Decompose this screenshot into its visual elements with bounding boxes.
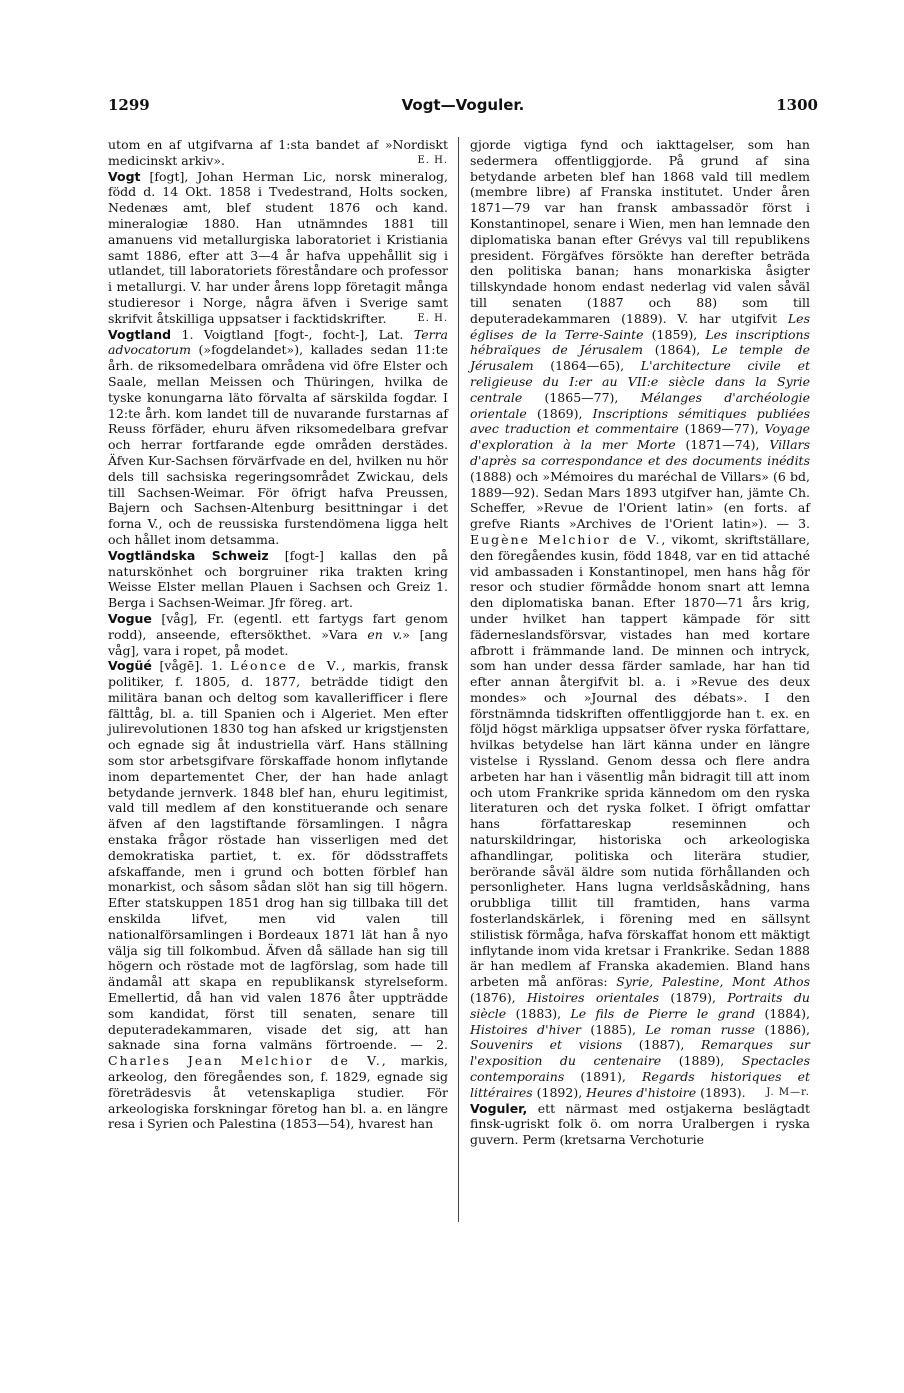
work-title: Les églises de la Terre-Sainte (470, 310, 810, 342)
entry-text: , markis, fransk politiker, f. 1805, d. 1877, beträdde tidigt den militära banan och deltog som kavallerifficer i flere fälttåg, bl. a. till Spanien och i Algeriet. Men efter julirevolutionen 1830 tog han afsked ur krigstjensten och egnade sig åt industriella värf. Hans ställning som stor arbetsgifvare förskaffade honom inflytande inom departementet Cher, der han hade anlagt betydande jernverk. 1848 blef han, ehuru legitimist, vald till medlem af den konstituerande och senare äfven af den lagstiftande församlingen. I några enstaka frågor röstade han visserligen med det demokratiska partiet, t. ex. för dödsstraffets afskaffande, men i grund och botten förblef han monarkist, och såsom sådan slöt han sig till högern. Efter statskuppen 1851 drog han sig tillbaka till det enskilda lifvet, men vid valen till nationalförsamlingen i Bordeaux 1871 lät han å nyo välja sig till folkombud. Äfven då sällade han sig till högern och röstade mot de lagförslag, som hade till ändamål att skapa en republikansk styrelseform. Emellertid, då han vid valen 1876 åter uppträdde som kandidat, först till senaten, senare till deputeradekammaren, visade det sig, att han saknade sina forna valmäns förtroende. — 2. (108, 658, 449, 1053)
text: (1876), (470, 990, 516, 1006)
text: (1893). (700, 1084, 746, 1100)
work-title: Portraits du siècle (470, 990, 810, 1021)
work-title: Le temple de Jérusalem (470, 342, 810, 374)
headword: Vogt (108, 168, 141, 184)
entry-vogue (108, 611, 448, 658)
person-name: Léonce de V. (230, 658, 342, 674)
entry-text: , vikomt, skriftställare, den föregåendes kusin, född 1848, var en tid attaché vid ambassaden i Konstantinopel, men hans håg för resor och studier förmådde honom snart att lemna den diplomatiska banan. Efter 1870—71 års krig, under hvilket han tappert kämpade för sitt fäderneslandsförsvar, vistades han med kortare afbrott i främmande land. De minnen och intryck, som han under dessa färder samlade, har han tid efter annan återgifvit bl. a. i »Revue des deux mondes» och »Journal des débats». I den förstnämnda tidskriften offentliggjorde han t. ex. en följd högst märkliga uppsatser öfver ryska författare, hvilkas betydelse han lärt känna under en längre vistelse i Ryssland. Genom dessa och flere andra arbeten har han i väsentlig mån bidragit till att inom och utom Frankrike sprida kännedom om den ryska literaturen och det ryska folket. I öfrigt omfattar hans författareskap reseminnen och naturskildringar, historiska och arkeologiska afhandlingar, politiska och literära studier, berörande såväl äldre som nutida förhållanden och personligheter. Hans lugna verldsåskådning, hans orubbliga tillit till framtiden, hans varma fosterlandskärlek, i förening med en sällsynt stilistisk förmåga, hafva förskaffat honom ett mäktigt inflytande inom vida kretsar i Frankrike. Sedan 1888 är han medlem af Franska akademien. Bland hans arbeten må anföras: (470, 531, 810, 990)
work-title: Les inscriptions hébraïques de Jérusalem (470, 326, 810, 358)
entry-vogtland (108, 327, 448, 548)
entry-text: [fogt], Johan Herman Lic, norsk mineralog, född d. 14 Okt. 1858 i Tvedestrand, Holts socken, Nedenæs amt, blef student 1876 och kand. mineralogiæ 1880. Han utnämndes 1881 till amanuens vid metallurgiska laboratoriet i Kristiania samt 1886, efter att 3—4 år hafva uppehållit sig i utlandet, till laboratoriets föreståndare och professor i metallurgi. V. har under årens lopp företagit många studieresor i Norge, några äfven i Sverige samt skrifvit åtskilliga uppsatser i facktidskrifter. (108, 168, 448, 326)
page-number-right: 1300 (776, 96, 818, 114)
running-title: Vogt—Voguler. (401, 96, 525, 114)
work-title: Le roman russe (645, 1021, 756, 1037)
column-right (470, 137, 810, 1148)
work-title: Heures d'histoire (586, 1084, 697, 1100)
work-title: Le fils de Pierre le grand (570, 1005, 756, 1021)
text: (1864), (654, 342, 701, 358)
text: (1885), (590, 1021, 636, 1037)
text: (1887), (638, 1037, 685, 1053)
work-title: Voyage d'exploration à la mer Morte (470, 421, 810, 453)
work-title: Souvenirs et visions (470, 1037, 623, 1053)
work-title: Syrie, Palestine, Mont Athos (616, 974, 810, 990)
column-divider (458, 137, 459, 1222)
text: (1871—74), (685, 437, 760, 453)
work-title: Spectacles contemporains (470, 1053, 810, 1085)
italic-phrase: en v. (367, 626, 403, 642)
work-title: Regards historiques et littéraires (470, 1069, 810, 1100)
entry-vogue-continued (470, 137, 810, 1101)
work-title: Remarques sur l'exposition du centenaire (470, 1037, 810, 1069)
work-title: Inscriptions sémitiques publiées avec traduction et commentaire (470, 405, 810, 437)
page-header (108, 96, 818, 122)
entry-text: [vågē]. 1. (159, 658, 223, 674)
person-name: Eugène Melchior de V. (470, 531, 662, 547)
entry-text: 1. Voigtland [fogt-, focht-], Lat. (181, 326, 404, 342)
text: (1886), (764, 1021, 810, 1037)
work-title: Mélanges d'archéologie orientale (470, 389, 810, 421)
text: (1869—77), (684, 421, 759, 437)
work-title: L'architecture civile et religieuse du I:er au VII:e siècle dans la Syrie centrale (470, 358, 811, 405)
entry-text: » [ang våg], vara i ropet, på modet. (108, 626, 448, 658)
work-title: Histoires orientales (526, 990, 660, 1006)
signature: E. H. (417, 154, 448, 166)
text: utom en af utgifvarna af 1:sta bandet af »Nordiskt medicinskt arkiv». (108, 137, 448, 168)
signature: J. M—r. (766, 1086, 810, 1098)
text: (1869), (536, 405, 583, 421)
entry-text: ett närmast med ostjakerna beslägtadt finsk-ugriskt folk ö. om norra Uralbergen i ryska guvern. Perm (kretsarna Verchoturie (470, 1100, 810, 1148)
entry-text: [våg], Fr. (egentl. ett fartygs fart genom rodd), anseende, eftersökthet. »Vara (108, 610, 448, 642)
text: (1859), (651, 326, 698, 342)
entry-vogt (108, 169, 448, 327)
latin-term: Terra advocatorum (108, 326, 448, 358)
entry-vogue-family (108, 658, 448, 1132)
text: (1865—77), (544, 389, 619, 405)
text: (1892), (536, 1084, 583, 1100)
signature: E. H. (417, 312, 448, 324)
headword: Vogtländska Schweiz (108, 547, 269, 563)
text: (1879), (670, 990, 716, 1006)
text: (1889), (678, 1053, 725, 1069)
paragraph (108, 137, 448, 169)
headword: Voguler, (470, 1100, 528, 1116)
headword: Vogtland (108, 326, 172, 342)
headword: Vogue (108, 610, 152, 626)
text: (1864—65), (550, 358, 625, 374)
entry-voguler (470, 1101, 810, 1148)
column-left (108, 137, 448, 1132)
entry-text: [fogt-] kallas den på naturskönhet och borgruiner rika trakten kring Weisse Elster mellan Plauen i Sachsen och Greiz 1. Berga i Sachsen-Weimar. Jfr föreg. art. (108, 547, 448, 611)
text: (1884), (764, 1005, 811, 1021)
entry-text: (»fogdelandet»), kallades sedan 11:te årh. de riksomedelbara områdena vid öfre Elster och Saale, mellan Meissen och Thüringen, hvilka de tyske konungarna läto förvalta af särskilda fogdar. I 12:te årh. kom landet till de nuvarande furstarnas af Reuss förfäder, ehuru äfven riksomedelbara grefvar och herrar fortfarande egde områden derstädes. Äfven Kur-Sachsen förvärfvade en del, hvilken nu hör dels till sachsiska regeringsområdet Zwickau, dels till Sachsen-Weimar. För öfrigt hafva Preussen, Bajern och Sachsen-Altenburg besittningar i det forna V., och de reussiska furstendömena ligga helt och hållet inom detsamma. (108, 342, 448, 547)
entry-text: , markis, arkeolog, den föregåendes son, f. 1829, egnade sig företrädesvis åt vetenskapliga studier. För arkeologiska forskningar företog han bl. a. en längre resa i Syrien och Palestina (1853—54), hvarest han (108, 1053, 448, 1132)
text: (1891), (580, 1069, 626, 1085)
work-title: Histoires d'hiver (470, 1021, 581, 1037)
headword: Vogüé (108, 658, 152, 674)
text: (1888) och »Mémoires du maréchal de Villars» (6 bd, 1889—92). Sedan Mars 1893 utgifver han, jämte Ch. Scheffer, »Revue de l'Orient latin» (en forts. af grefve Riants »Archives de l'Orient latin»). — 3. (470, 468, 810, 532)
page-number-left: 1299 (108, 96, 150, 114)
entry-vogtlandska-schweiz (108, 548, 448, 611)
entry-text: gjorde vigtiga fynd och iakttagelser, som han sedermera offentliggjorde. På grund af sina betydande arbeten blef han 1868 vald till medlem (membre libre) af Franska institutet. Under åren 1871—79 var han fransk ambassadör först i Konstantinopel, senare i Wien, men han lemnade den diplomatiska banan efter Grévys val till republikens president. Förgäfves försökte han derefter beträda den politiska banan; hans monarkiska åsigter tillskyndade honom endast nederlag vid valen såväl till senaten (1887 och 88) som till deputeradekammaren (1889). V. har utgifvit (470, 137, 810, 326)
work-title: Villars d'après sa correspondance et des documents inédits (470, 437, 810, 468)
text: (1883), (515, 1005, 562, 1021)
person-name: Charles Jean Melchior de V. (108, 1053, 382, 1069)
